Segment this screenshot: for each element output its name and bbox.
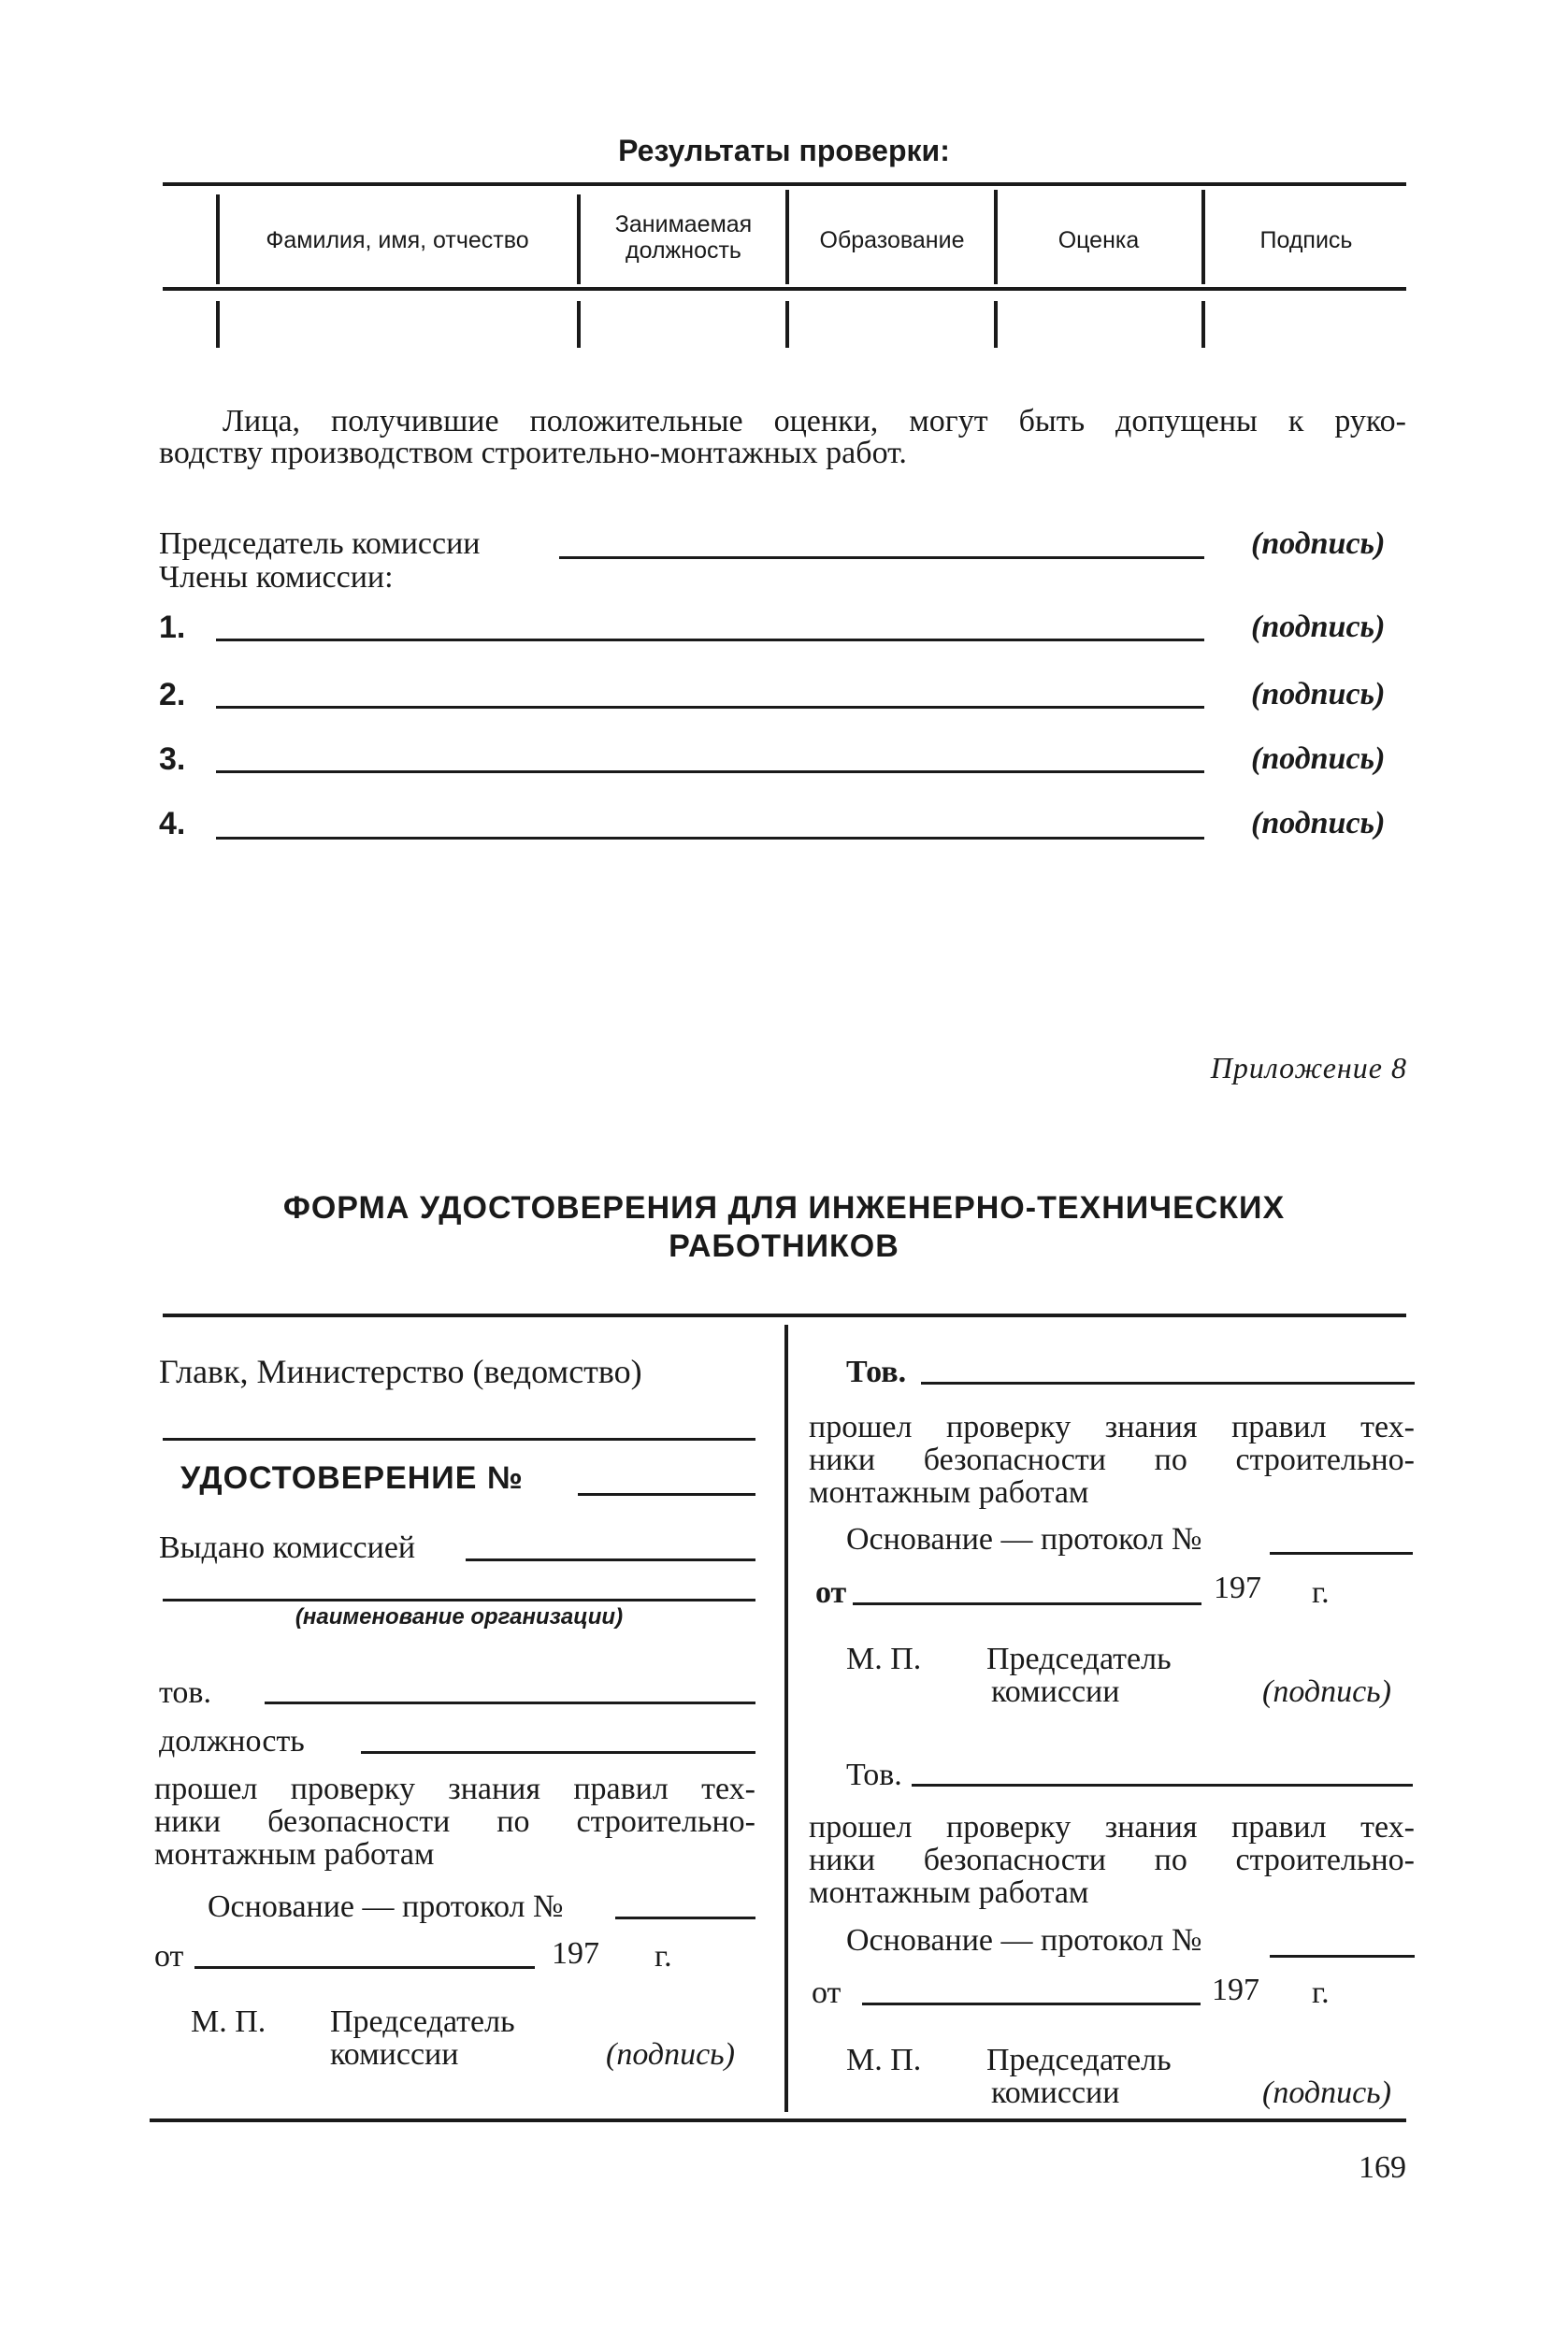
member-number-2: 2. [159, 677, 186, 712]
table-divider [785, 190, 789, 284]
left-position-label: должность [159, 1724, 305, 1759]
right-signature-caption-2: (подпись) [1262, 2075, 1391, 2110]
page-number: 169 [1359, 2150, 1406, 2185]
left-certificate-label: УДОСТОВЕРЕНИЕ № [180, 1460, 524, 1496]
right-passed-1-line-3: монтажным работам [809, 1475, 1089, 1510]
right-basis-label-2: Основание — протокол № [846, 1923, 1202, 1958]
member-number-3: 3. [159, 741, 186, 777]
form-title-line-1: ФОРМА УДОСТОВЕРЕНИЯ ДЛЯ ИНЖЕНЕРНО-ТЕХНИЧЕСКИХ [282, 1190, 1286, 1226]
member-signature-line-1 [216, 639, 1204, 641]
note-line-2: водству производством строительно-монтажных работ. [159, 436, 907, 470]
right-year-suffix-1: г. [1312, 1575, 1330, 1610]
form-top-rule [163, 1314, 1406, 1317]
right-year-suffix-2: г. [1312, 1975, 1330, 2010]
left-basis-label: Основание — протокол № [208, 1889, 564, 1924]
right-protocol-number-line-2 [1270, 1955, 1415, 1958]
right-year-1: 197 [1214, 1571, 1261, 1605]
member-signature-line-2 [216, 706, 1204, 709]
note-line-1: Лица, получившие положительные оценки, могут быть допущены к руко- [223, 404, 1406, 438]
left-protocol-number-line [615, 1917, 755, 1919]
left-ministry-rule [163, 1438, 755, 1441]
chairman-signature-caption: (подпись) [1251, 526, 1386, 561]
right-chairman-1-line-1: Председатель [986, 1642, 1172, 1676]
right-protocol-number-line-1 [1270, 1552, 1413, 1555]
appendix-label: Приложение 8 [1210, 1051, 1407, 1084]
member-number-1: 1. [159, 610, 186, 645]
right-passed-1-line-1: прошел проверку знания правил тех- [809, 1410, 1415, 1444]
right-signature-caption-1: (подпись) [1262, 1674, 1391, 1709]
member-number-4: 4. [159, 806, 186, 841]
column-header-position: Занимаемая должность [614, 211, 753, 264]
left-date-line [194, 1966, 535, 1969]
right-chairman-2-line-2: комиссии [991, 2075, 1120, 2110]
right-passed-2-line-2: ники безопасности по строительно- [809, 1843, 1415, 1877]
table-divider [994, 190, 998, 284]
table-divider [216, 301, 220, 348]
left-position-line [361, 1751, 755, 1754]
right-date-line-2 [862, 2003, 1201, 2005]
table-divider [994, 301, 998, 348]
left-chairman-line-1: Председатель [330, 2004, 515, 2039]
table-header-rule [163, 287, 1406, 291]
left-org-caption: (наименование организации) [295, 1604, 624, 1630]
member-signature-caption-2: (подпись) [1251, 677, 1386, 711]
right-chairman-2-line-1: Председатель [986, 2043, 1172, 2077]
column-header-grade: Оценка [1057, 227, 1140, 253]
table-divider [1201, 190, 1205, 284]
column-header-education: Образование [819, 227, 965, 253]
chairman-label: Председатель комиссии [159, 526, 481, 561]
table-divider [785, 301, 789, 348]
right-passed-2-line-3: монтажным работам [809, 1875, 1089, 1910]
members-label: Члены комиссии: [159, 560, 394, 595]
member-signature-line-3 [216, 770, 1204, 773]
column-header-name: Фамилия, имя, отчество [266, 227, 529, 253]
left-year: 197 [552, 1936, 599, 1971]
left-tov-line [265, 1702, 755, 1704]
left-from-label: от [154, 1939, 184, 1974]
right-date-line-1 [853, 1602, 1201, 1605]
member-signature-line-4 [216, 837, 1204, 840]
table-divider [577, 194, 581, 284]
form-center-divider [784, 1325, 788, 2112]
right-passed-1-line-2: ники безопасности по строительно- [809, 1443, 1415, 1477]
left-passed-line-3: монтажным работам [154, 1837, 435, 1872]
member-signature-caption-1: (подпись) [1251, 610, 1386, 644]
member-signature-caption-4: (подпись) [1251, 806, 1386, 840]
right-passed-2-line-1: прошел проверку знания правил тех- [809, 1810, 1415, 1845]
member-signature-caption-3: (подпись) [1251, 741, 1386, 776]
left-tov-label: тов. [159, 1675, 211, 1710]
form-title-line-2: РАБОТНИКОВ [669, 1228, 899, 1264]
table-divider [1201, 301, 1205, 348]
results-heading: Результаты проверки: [618, 134, 950, 167]
form-bottom-rule [150, 2118, 1406, 2122]
right-tov-label-2: Тов. [846, 1758, 902, 1792]
left-signature-caption: (подпись) [606, 2037, 735, 2072]
right-year-2: 197 [1212, 1973, 1259, 2007]
chairman-signature-line [559, 556, 1204, 559]
right-seal-label-2: М. П. [846, 2043, 922, 2077]
left-passed-line-2: ники безопасности по строительно- [154, 1804, 755, 1839]
left-org-line [163, 1599, 755, 1601]
right-seal-label-1: М. П. [846, 1642, 922, 1676]
right-tov-line-1 [921, 1382, 1415, 1385]
right-from-label-2: от [812, 1975, 842, 2010]
left-certificate-number-line [578, 1493, 755, 1496]
right-basis-label-1: Основание — протокол № [846, 1522, 1202, 1557]
right-chairman-1-line-2: комиссии [991, 1674, 1120, 1709]
column-header-signature: Подпись [1259, 227, 1353, 253]
left-year-suffix: г. [655, 1939, 672, 1974]
left-passed-line-1: прошел проверку знания правил тех- [154, 1772, 755, 1806]
left-ministry: Главк, Министерство (ведомство) [159, 1353, 642, 1390]
right-tov-line-2 [912, 1784, 1413, 1787]
table-divider [216, 194, 220, 284]
left-issued-line [466, 1558, 755, 1561]
right-tov-label-1: Тов. [846, 1355, 907, 1389]
right-from-label-1: от [815, 1575, 847, 1610]
left-seal-label: М. П. [191, 2004, 266, 2039]
table-divider [577, 301, 581, 348]
table-top-rule [163, 182, 1406, 186]
left-issued-label: Выдано комиссией [159, 1530, 416, 1565]
left-chairman-line-2: комиссии [330, 2037, 459, 2072]
